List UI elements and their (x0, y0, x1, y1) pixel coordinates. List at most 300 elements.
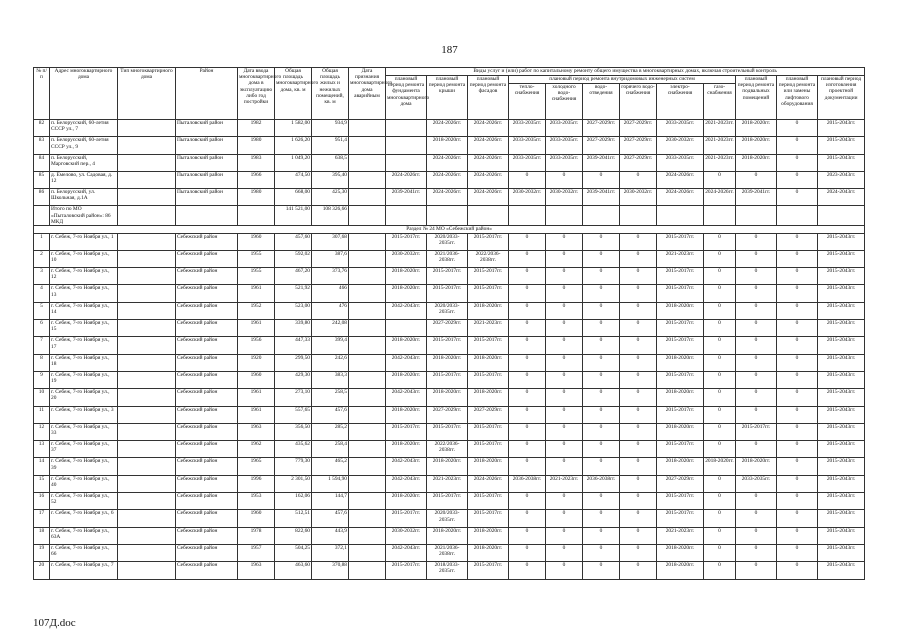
cell-total: 523,00 (275, 302, 312, 319)
cell-year: 1966 (238, 171, 275, 188)
header-cold-water: холодного водо-снабжения (546, 84, 583, 120)
cell-living: 372,1 (312, 544, 349, 561)
cell-district: Себежский район (176, 389, 238, 406)
cell-cold: 0 (546, 371, 583, 388)
table-row (34, 285, 865, 302)
cell-elec: 2018-2020гг. (657, 423, 704, 440)
cell-facade: 2015-2017гг. (468, 268, 509, 285)
cell-gas: 0 (704, 285, 736, 302)
cell-base: 2018-2020гг. (736, 458, 777, 475)
total-area-sum: 141 521,00 (275, 206, 312, 226)
cell-lift: 0 (777, 458, 818, 475)
cell-roof: 2022/2036-2038гг. (427, 441, 468, 458)
cell-found: 2018-2020гг. (386, 493, 427, 510)
cell-hot: 0 (620, 493, 657, 510)
cell-facade: 2021-2023гг. (468, 320, 509, 337)
cell-hot: 0 (620, 475, 657, 492)
cell-found: 2024-2026гг. (386, 171, 427, 188)
cell-lift: 0 (777, 171, 818, 188)
cell-addr: г. Себеж, 7-го Ноября ул., 63А (50, 527, 118, 544)
cell-n: 85 (34, 171, 50, 188)
cell-lift: 0 (777, 354, 818, 371)
cell-district: Себежский район (176, 371, 238, 388)
header-basement: плановый период ремонта подвальных помещений (736, 76, 777, 120)
cell-n: 8 (34, 354, 50, 371)
page-number: 187 (441, 44, 458, 56)
cell-roof: 2018-2020гг. (427, 137, 468, 154)
cell-gas: 0 (704, 423, 736, 440)
cell-district: Себежский район (176, 475, 238, 492)
cell-total: 822,60 (275, 527, 312, 544)
cell-proj: 2015-2043гг. (818, 493, 865, 510)
header-num: № п/п (34, 68, 50, 120)
cell-facade: 2015-2017гг. (468, 285, 509, 302)
cell-cold: 0 (546, 250, 583, 267)
cell-living: 476 (312, 302, 349, 319)
cell-hot: 0 (620, 354, 657, 371)
cell-total: 521,92 (275, 285, 312, 302)
cell-base: 0 (736, 250, 777, 267)
cell-year: 1960 (238, 233, 275, 250)
table-row (34, 389, 865, 406)
cell-year: 1953 (238, 493, 275, 510)
cell-district: Себежский район (176, 406, 238, 423)
cell-cold: 2030-2032гг. (546, 189, 583, 206)
cell-n: 18 (34, 527, 50, 544)
cell-sewer: 0 (583, 302, 620, 319)
section-title: Раздел № 24 МО «Себежский район» (34, 226, 865, 234)
total-label: Итого по МО «Пыталовский район»: 86 МКД (50, 206, 118, 226)
table-row (34, 406, 865, 423)
cell-lift: 0 (777, 233, 818, 250)
cell-roof: 2021/2036-2038гг. (427, 544, 468, 561)
cell-proj: 2015-2043гг. (818, 441, 865, 458)
cell-living: 399,4 (312, 337, 349, 354)
table-row (34, 302, 865, 319)
cell-roof: 2021/2036-2038гг. (427, 250, 468, 267)
cell-base: 0 (736, 320, 777, 337)
cell-facade: 2015-2017гг. (468, 371, 509, 388)
section-row (34, 226, 865, 234)
cell-found: 2015-2017гг. (386, 233, 427, 250)
header-hot-water: горячего водо-снабжения (620, 84, 657, 120)
cell-sewer: 0 (583, 354, 620, 371)
cell-elec: 2018-2020гг. (657, 544, 704, 561)
cell-proj: 2015-2043гг. (818, 120, 865, 137)
cell-addr: г. Себеж, 7-го Ноября ул., 12 (50, 268, 118, 285)
cell-cold: 0 (546, 527, 583, 544)
cell-hot: 2027-2029гг. (620, 154, 657, 171)
cell-district: Себежский район (176, 250, 238, 267)
cell-hot: 0 (620, 562, 657, 579)
cell-proj: 2015-2043гг. (818, 458, 865, 475)
cell-elec: 2018-2020гг. (657, 302, 704, 319)
table-row (34, 371, 865, 388)
cell-recog (349, 510, 386, 527)
cell-cold: 0 (546, 510, 583, 527)
cell-facade: 2015-2017гг. (468, 510, 509, 527)
cell-sewer: 0 (583, 268, 620, 285)
cell-total: 356,50 (275, 423, 312, 440)
cell-facade: 2022/2036-2038гг. (468, 250, 509, 267)
cell-year: 1980 (238, 137, 275, 154)
cell-living: 465,2 (312, 458, 349, 475)
cell-base: 0 (736, 302, 777, 319)
cell-sewer: 0 (583, 423, 620, 440)
cell-living: 951,4 (312, 137, 349, 154)
cell-facade: 2015-2017гг. (468, 562, 509, 579)
cell-total: 1 582,00 (275, 120, 312, 137)
cell-sewer: 0 (583, 493, 620, 510)
cell-proj: 2015-2043гг. (818, 423, 865, 440)
cell-gas: 0 (704, 527, 736, 544)
cell-type (118, 544, 176, 561)
cell-roof: 2024-2026гг. (427, 171, 468, 188)
cell-heat: 0 (509, 285, 546, 302)
cell-elec: 2015-2017гг. (657, 285, 704, 302)
cell-heat: 0 (509, 527, 546, 544)
cell-hot: 0 (620, 268, 657, 285)
cell-gas: 0 (704, 475, 736, 492)
cell-n: 14 (34, 458, 50, 475)
cell-addr: п. Белорусский, 60-летия СССР ул., 9 (50, 137, 118, 154)
table-row (34, 154, 865, 171)
cell-found: 2015-2017гг. (386, 423, 427, 440)
cell-hot: 0 (620, 171, 657, 188)
cell-lift: 0 (777, 137, 818, 154)
cell-living: 258,5 (312, 389, 349, 406)
cell-roof: 2015-2017гг. (427, 371, 468, 388)
cell-living: 457,6 (312, 510, 349, 527)
cell-recog (349, 458, 386, 475)
cell-type (118, 285, 176, 302)
cell-cold: 0 (546, 544, 583, 561)
cell-addr: г. Себеж, 7-го Ноября ул., 7 (50, 562, 118, 579)
cell-hot: 2027-2029гг. (620, 137, 657, 154)
cell-living: 1 594,90 (312, 475, 349, 492)
cell-gas: 0 (704, 441, 736, 458)
table-row (34, 423, 865, 440)
cell-hot: 0 (620, 371, 657, 388)
cell-recog (349, 406, 386, 423)
cell-cold: 0 (546, 562, 583, 579)
cell-base: 2015-2017гг. (736, 423, 777, 440)
cell-district: Себежский район (176, 441, 238, 458)
cell-facade: 2015-2017гг. (468, 493, 509, 510)
cell-recog (349, 154, 386, 171)
cell-district: Себежский район (176, 544, 238, 561)
cell-living: 466 (312, 285, 349, 302)
cell-base: 2018-2020гг. (736, 137, 777, 154)
cell-district: Себежский район (176, 423, 238, 440)
cell-n: 19 (34, 544, 50, 561)
cell-lift: 0 (777, 154, 818, 171)
cell-heat: 0 (509, 233, 546, 250)
cell-sewer: 0 (583, 441, 620, 458)
cell-n: 5 (34, 302, 50, 319)
cell-cold: 0 (546, 423, 583, 440)
cell-addr: г. Себеж, 7-го Ноября ул., 14 (50, 302, 118, 319)
cell-recog (349, 423, 386, 440)
cell-district: Себежский район (176, 302, 238, 319)
cell-year: 1956 (238, 337, 275, 354)
cell-elec: 2015-2017гг. (657, 371, 704, 388)
cell-addr: г. Себеж, 7-го Ноября ул., 40 (50, 475, 118, 492)
cell-gas: 0 (704, 302, 736, 319)
cell-gas: 0 (704, 171, 736, 188)
cell-type (118, 137, 176, 154)
cell-gas: 0 (704, 250, 736, 267)
cell-gas: 0 (704, 562, 736, 579)
cell-hot: 2027-2029гг. (620, 120, 657, 137)
cell-n: 12 (34, 423, 50, 440)
cell-addr: г. Себеж, 7-го Ноября ул., 37 (50, 441, 118, 458)
cell-hot: 0 (620, 389, 657, 406)
cell-total: 463,60 (275, 562, 312, 579)
header-heat: тепло-снабжения (509, 84, 546, 120)
cell-hot: 0 (620, 337, 657, 354)
cell-found: 2039-2041гг. (386, 189, 427, 206)
cell-living: 144,7 (312, 493, 349, 510)
cell-base: 0 (736, 510, 777, 527)
cell-district: Себежский район (176, 233, 238, 250)
cell-hot: 0 (620, 527, 657, 544)
cell-proj: 2015-2043гг. (818, 250, 865, 267)
cell-roof: 2018-2020гг. (427, 527, 468, 544)
cell-n: 10 (34, 389, 50, 406)
cell-n: 83 (34, 137, 50, 154)
cell-lift: 0 (777, 302, 818, 319)
cell-type (118, 120, 176, 137)
cell-roof: 2024-2026гг. (427, 189, 468, 206)
cell-heat: 2036-2038гг. (509, 475, 546, 492)
cell-recog (349, 354, 386, 371)
cell-n: 16 (34, 493, 50, 510)
cell-recog (349, 120, 386, 137)
cell-type (118, 493, 176, 510)
cell-gas: 0 (704, 544, 736, 561)
cell-lift: 0 (777, 389, 818, 406)
cell-living: 242,6 (312, 354, 349, 371)
cell-elec: 2024-2026гг. (657, 171, 704, 188)
cell-cold: 0 (546, 493, 583, 510)
cell-living: 425,30 (312, 189, 349, 206)
cell-sewer: 0 (583, 250, 620, 267)
cell-year: 1962 (238, 441, 275, 458)
cell-lift: 0 (777, 189, 818, 206)
table-row (34, 250, 865, 267)
cell-lift: 0 (777, 562, 818, 579)
cell-type (118, 562, 176, 579)
cell-facade: 2015-2017гг. (468, 441, 509, 458)
cell-sewer: 0 (583, 371, 620, 388)
cell-hot: 0 (620, 423, 657, 440)
cell-total: 1 626,20 (275, 137, 312, 154)
cell-district: Себежский район (176, 268, 238, 285)
cell-found: 2018-2020гг. (386, 285, 427, 302)
cell-base: 0 (736, 354, 777, 371)
cell-roof: 2020/2033-2035гг. (427, 233, 468, 250)
cell-cold: 0 (546, 285, 583, 302)
cell-heat: 0 (509, 371, 546, 388)
header-foundation: плановый период ремонта фундамента многоквартирного дома (386, 76, 427, 120)
cell-year: 1952 (238, 302, 275, 319)
cell-recog (349, 562, 386, 579)
cell-district: Пыталовский район (176, 137, 238, 154)
cell-addr: г. Себеж, 7-го Ноября ул., 66 (50, 544, 118, 561)
cell-found: 2015-2017гг. (386, 562, 427, 579)
cell-found: 2018-2020гг. (386, 406, 427, 423)
cell-type (118, 371, 176, 388)
cell-base: 2033-2035гг. (736, 475, 777, 492)
cell-elec: 2015-2017гг. (657, 406, 704, 423)
table-row (34, 320, 865, 337)
cell-gas: 0 (704, 320, 736, 337)
table-row (34, 171, 865, 188)
cell-addr: п. Белорусский, ул. Школьная, д.1А (50, 189, 118, 206)
cell-facade: 2015-2017гг. (468, 233, 509, 250)
cell-sewer: 0 (583, 562, 620, 579)
cell-heat: 0 (509, 354, 546, 371)
cell-n: 9 (34, 371, 50, 388)
cell-sewer: 0 (583, 458, 620, 475)
cell-base: 2018-2020гг. (736, 120, 777, 137)
cell-found: 2030-2032гг. (386, 250, 427, 267)
cell-proj: 2015-2043гг. (818, 527, 865, 544)
cell-base: 0 (736, 493, 777, 510)
cell-gas: 0 (704, 233, 736, 250)
cell-sewer: 0 (583, 285, 620, 302)
cell-living: 285,2 (312, 423, 349, 440)
cell-roof: 2020/2033-2035гг. (427, 302, 468, 319)
cell-base: 0 (736, 389, 777, 406)
header-project-docs: плановый период изготовления проектной документации (818, 76, 865, 120)
cell-type (118, 337, 176, 354)
cell-elec: 2018-2020гг. (657, 458, 704, 475)
cell-roof: 2015-2017гг. (427, 493, 468, 510)
cell-proj: 2015-2043гг. (818, 302, 865, 319)
cell-type (118, 354, 176, 371)
cell-living: 457,6 (312, 406, 349, 423)
cell-facade: 2024-2026гг. (468, 189, 509, 206)
cell-n: 4 (34, 285, 50, 302)
cell-found: 2042-2043гг. (386, 458, 427, 475)
cell-gas: 2018-2020гг. (704, 458, 736, 475)
cell-base: 0 (736, 337, 777, 354)
cell-proj: 2015-2043гг. (818, 337, 865, 354)
cell-year: 1982 (238, 120, 275, 137)
cell-proj: 2024-2043гг. (818, 189, 865, 206)
cell-base: 0 (736, 527, 777, 544)
table-row (34, 475, 865, 492)
cell-gas: 0 (704, 493, 736, 510)
cell-sewer: 0 (583, 171, 620, 188)
cell-living: 383,3 (312, 371, 349, 388)
cell-sewer: 2027-2029гг. (583, 137, 620, 154)
cell-hot: 0 (620, 233, 657, 250)
cell-total: 457,60 (275, 233, 312, 250)
header-roof: плановый период ремонта крыши (427, 76, 468, 120)
cell-district: Пыталовский район (176, 189, 238, 206)
cell-found: 2042-2043гг. (386, 544, 427, 561)
cell-roof: 2018/2033-2035гг. (427, 562, 468, 579)
cell-district: Себежский район (176, 493, 238, 510)
cell-hot: 0 (620, 406, 657, 423)
cell-type (118, 423, 176, 440)
table-row (34, 137, 865, 154)
cell-n: 17 (34, 510, 50, 527)
cell-recog (349, 337, 386, 354)
cell-recog (349, 320, 386, 337)
cell-cold: 0 (546, 354, 583, 371)
cell-roof: 2021-2023гг. (427, 475, 468, 492)
cell-heat: 0 (509, 337, 546, 354)
header-works-group: Виды услуг и (или) работ по капитальному ремонту общего имущества в многоквартирных домах, включая строительный контроль (386, 68, 865, 76)
cell-proj: 2015-2043гг. (818, 320, 865, 337)
cell-elec: 2018-2020гг. (657, 354, 704, 371)
cell-heat: 2033-2035гг. (509, 154, 546, 171)
cell-type (118, 510, 176, 527)
cell-sewer: 0 (583, 337, 620, 354)
cell-roof: 2015-2017гг. (427, 337, 468, 354)
cell-gas: 2021-2023гг. (704, 154, 736, 171)
cell-proj: 2015-2043гг. (818, 562, 865, 579)
cell-facade: 2024-2026гг. (468, 171, 509, 188)
cell-n: 13 (34, 441, 50, 458)
cell-year: 1961 (238, 320, 275, 337)
cell-roof: 2015-2017гг. (427, 268, 468, 285)
cell-heat: 0 (509, 562, 546, 579)
cell-hot: 2030-2032гг. (620, 189, 657, 206)
cell-total: 474,50 (275, 171, 312, 188)
cell-gas: 2021-2023гг. (704, 120, 736, 137)
cell-cold: 0 (546, 233, 583, 250)
cell-cold: 2021-2023гг. (546, 475, 583, 492)
cell-type (118, 389, 176, 406)
cell-district: Себежский район (176, 527, 238, 544)
cell-cold: 2033-2035гг. (546, 154, 583, 171)
header-gas: газо-снабжения (704, 84, 736, 120)
cell-recog (349, 389, 386, 406)
cell-recog (349, 137, 386, 154)
cell-found: 2018-2020гг. (386, 371, 427, 388)
cell-year: 1955 (238, 250, 275, 267)
cell-lift: 0 (777, 371, 818, 388)
cell-living: 387,6 (312, 250, 349, 267)
cell-sewer: 0 (583, 320, 620, 337)
cell-proj: 2015-2043гг. (818, 154, 865, 171)
table-row (34, 337, 865, 354)
cell-type (118, 189, 176, 206)
cell-facade: 2024-2026гг. (468, 154, 509, 171)
cell-sewer: 0 (583, 544, 620, 561)
cell-recog (349, 493, 386, 510)
cell-cold: 0 (546, 458, 583, 475)
cell-district: Себежский район (176, 320, 238, 337)
cell-n: 3 (34, 268, 50, 285)
cell-addr: г. Себеж, 7-го Ноября ул., 18 (50, 354, 118, 371)
cell-sewer: 0 (583, 389, 620, 406)
cell-hot: 0 (620, 285, 657, 302)
cell-cold: 0 (546, 389, 583, 406)
header-elevator: плановый период ремонта или замены лифтового оборудования (777, 76, 818, 120)
cell-total: 339,80 (275, 320, 312, 337)
cell-base: 0 (736, 441, 777, 458)
header-facade: плановый период ремонта фасадов (468, 76, 509, 120)
table-row (34, 233, 865, 250)
cell-hot: 0 (620, 250, 657, 267)
cell-living: 258,4 (312, 441, 349, 458)
